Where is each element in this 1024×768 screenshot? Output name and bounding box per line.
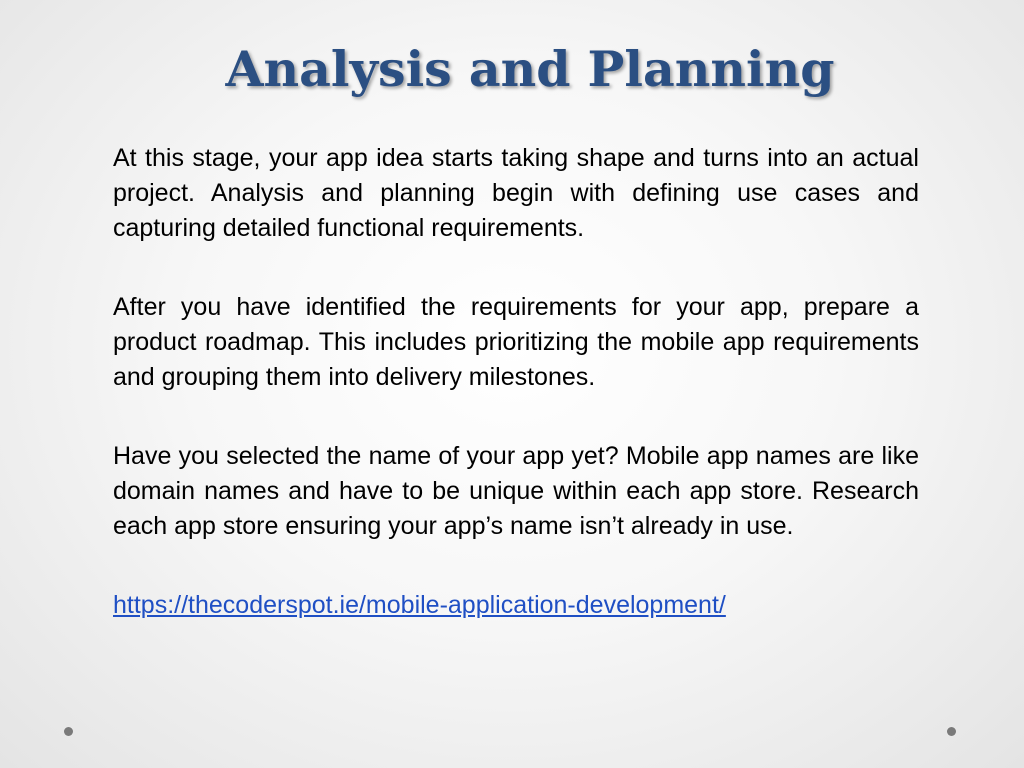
paragraph-app-name: Have you selected the name of your app yet? Mobile app names are like domain names and have to be unique within each app store. Research each app store ensuring your app’s name isn’t already in use.	[113, 442, 919, 540]
slide-title: Analysis and Planning	[225, 40, 835, 98]
decorative-dot-right	[947, 727, 956, 736]
source-link[interactable]: https://thecoderspot.ie/mobile-application-development/	[113, 591, 726, 619]
slide-body	[113, 141, 919, 623]
decorative-dot-left	[64, 727, 73, 736]
paragraph-intro: At this stage, your app idea starts taking shape and turns into an actual project. Analysis and planning begin with defining use cases and capturing detailed functional requirements.	[113, 144, 919, 242]
paragraph-roadmap: After you have identified the requirements for your app, prepare a product roadmap. This includes prioritizing the mobile app requirements and grouping them into delivery milestones.	[113, 293, 919, 391]
